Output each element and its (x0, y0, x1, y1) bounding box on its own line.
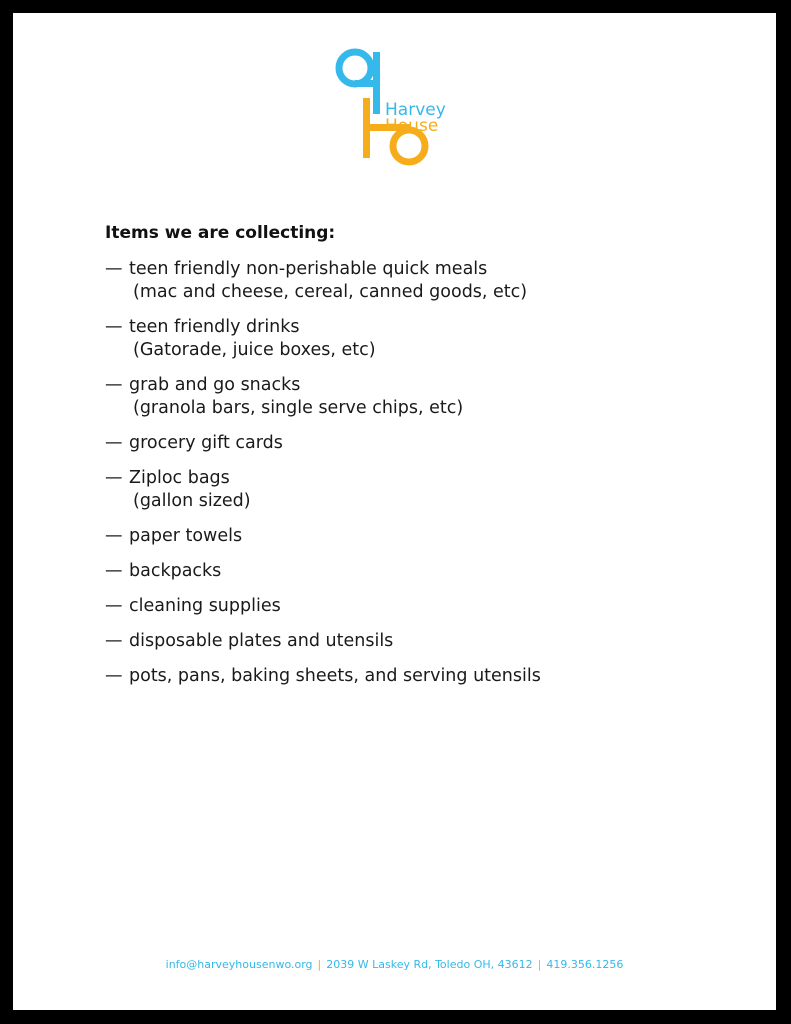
list-dash: — (105, 317, 123, 337)
list-dash: — (105, 526, 123, 546)
list-dash: — (105, 596, 123, 616)
contact-footer (13, 958, 776, 971)
footer-separator: | (317, 958, 322, 971)
item-subtext: (mac and cheese, cereal, canned goods, etc) (133, 282, 528, 302)
item-text: teen friendly drinks (129, 317, 300, 337)
item-text: cleaning supplies (129, 596, 281, 616)
item-text: backpacks (129, 561, 222, 581)
list-item (105, 374, 745, 420)
list-item (105, 665, 745, 688)
list-item (105, 432, 745, 455)
logo-word-harvey: Harvey (385, 100, 446, 120)
item-text: pots, pans, baking sheets, and serving utensils (129, 666, 541, 686)
list-dash: — (105, 561, 123, 581)
collection-list (105, 258, 745, 700)
footer-email[interactable]: info@harveyhousenwo.org (165, 958, 313, 971)
footer-separator: | (537, 958, 542, 971)
footer-phone[interactable]: 419.356.1256 (546, 958, 624, 971)
list-heading: Items we are collecting: (105, 223, 336, 243)
list-item (105, 525, 745, 548)
item-text: paper towels (129, 526, 243, 546)
harvey-house-logo-mark (333, 46, 463, 166)
list-dash: — (105, 375, 123, 395)
list-item (105, 316, 745, 362)
footer-address: 2039 W Laskey Rd, Toledo OH, 43612 (326, 958, 533, 971)
logo-word-house: House (385, 116, 439, 136)
item-subtext: (Gatorade, juice boxes, etc) (133, 340, 376, 360)
list-item (105, 258, 745, 304)
document-page (13, 13, 776, 1010)
list-dash: — (105, 259, 123, 279)
item-text: teen friendly non-perishable quick meals (129, 259, 488, 279)
list-item (105, 467, 745, 513)
list-item (105, 560, 745, 583)
item-text: grab and go snacks (129, 375, 301, 395)
list-dash: — (105, 468, 123, 488)
item-text: grocery gift cards (129, 433, 283, 453)
item-subtext: (gallon sized) (133, 491, 251, 511)
item-text: Ziploc bags (129, 468, 230, 488)
list-item (105, 595, 745, 618)
item-text: disposable plates and utensils (129, 631, 394, 651)
list-dash: — (105, 631, 123, 651)
harvey-house-logo (333, 46, 463, 166)
item-subtext: (granola bars, single serve chips, etc) (133, 398, 464, 418)
list-dash: — (105, 666, 123, 686)
list-item (105, 630, 745, 653)
list-dash: — (105, 433, 123, 453)
